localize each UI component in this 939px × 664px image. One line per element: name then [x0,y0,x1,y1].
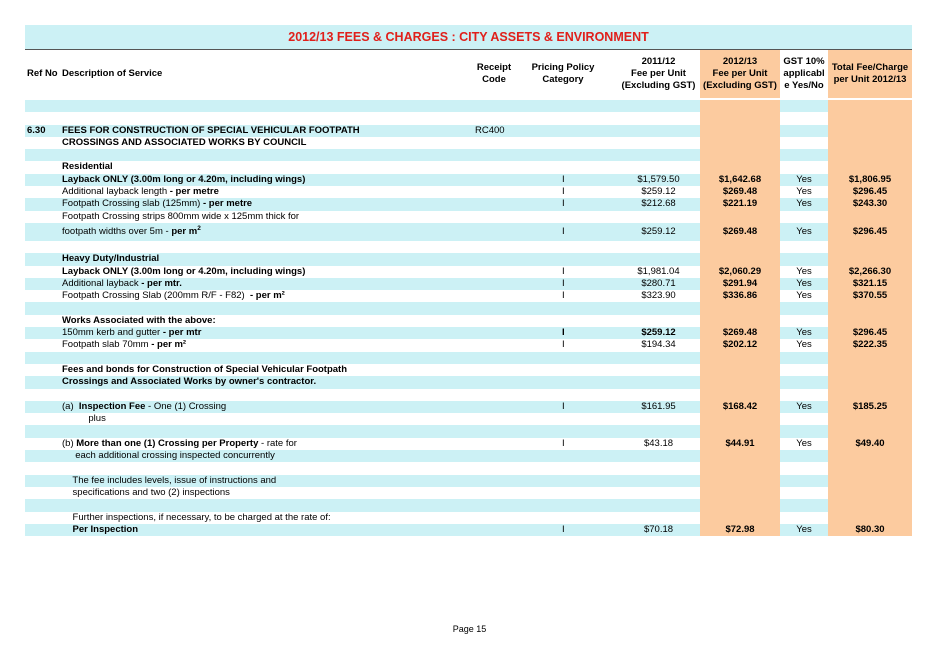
service-description: Crossings and Associated Works by owner's contractor. [62,376,317,388]
service-description: Fees and bonds for Construction of Special Vehicular Footpath [62,363,348,375]
table-row [25,186,912,198]
table-row [25,161,912,173]
pricing-category: I [562,186,565,198]
total-fee: $222.35 [852,339,888,351]
fee-2011: $259.12 [641,327,676,339]
service-description: Footpath slab 70mm - per m² [62,339,187,351]
table-row [25,241,912,253]
table-row [25,487,912,499]
fees-sheet [25,25,912,536]
header-gst: GST 10% applicabl e Yes/No [783,56,825,91]
table-row [25,211,912,223]
header-total: Total Fee/Charge per Unit 2012/13 [828,50,912,98]
ref-number: 6.30 [27,124,46,136]
total-fee: $321.15 [852,277,888,289]
table-row [25,125,912,137]
gst-applicable: Yes [796,277,812,289]
table-row [25,512,912,524]
gst-applicable: Yes [796,437,812,449]
table-row [25,315,912,327]
gst-applicable: Yes [796,327,812,339]
pricing-category: I [562,437,565,449]
total-fee: $80.30 [855,523,885,535]
table-row [25,302,912,314]
fee-2011: $1,981.04 [637,265,680,277]
pricing-category: I [562,327,565,339]
fee-2011: $194.34 [641,339,676,351]
header-fee-2011: 2011/12 Fee per Unit (Excluding GST) [621,56,696,91]
fee-2011: $161.95 [641,400,676,412]
fee-2011: $1,579.50 [637,173,680,185]
table-row [25,100,912,112]
table-row [25,401,912,413]
service-description: Layback ONLY (3.00m long or 4.20m, including wings) [62,265,306,277]
table-row [25,389,912,401]
total-fee: $185.25 [852,400,888,412]
table-row [25,223,912,241]
page-number: Page 15 [452,624,487,634]
fee-2011: $212.68 [641,198,676,210]
service-description: (a) Inspection Fee - One (1) Crossing [62,400,227,412]
service-description: Footpath Crossing slab (125mm) - per metre [62,198,253,210]
table-header [25,50,912,98]
table-row [25,475,912,487]
header-fee-2012: 2012/13 Fee per Unit (Excluding GST) [700,50,780,98]
fee-2012: $291.94 [722,277,758,289]
table-row [25,524,912,536]
fee-2012: $269.48 [722,186,758,198]
fee-2011: $70.18 [643,523,674,535]
service-description: footpath widths over 5m - per $m^2$ [62,224,201,237]
fee-2011: $43.18 [643,437,674,449]
pricing-category: I [562,198,565,210]
total-fee: $296.45 [852,225,888,237]
table-row [25,462,912,474]
table-row [25,137,912,149]
pricing-category: I [562,339,565,351]
service-description: CROSSINGS AND ASSOCIATED WORKS BY COUNCIL [62,136,307,148]
fee-2012: $1,642.68 [718,173,762,185]
fee-2012: $269.48 [722,327,758,339]
total-fee: $49.40 [855,437,885,449]
table-row [25,278,912,290]
gst-applicable: Yes [796,290,812,302]
header-pricing-policy: Pricing Policy Category [531,62,595,85]
gst-applicable: Yes [796,173,812,185]
fee-2012: $72.98 [725,523,755,535]
service-description: Additional layback length - per metre [62,186,219,198]
service-description: Further inspections, if necessary, to be charged at the rate of: [62,511,331,523]
gst-applicable: Yes [796,339,812,351]
table-row [25,376,912,388]
pricing-category: I [562,400,565,412]
fee-2011: $280.71 [641,277,676,289]
receipt-code: RC400 [475,124,505,136]
pricing-category: I [562,225,565,237]
total-fee: $296.45 [852,327,888,339]
gst-applicable: Yes [796,225,812,237]
fee-2012: $336.86 [722,290,758,302]
total-fee: $243.30 [852,198,888,210]
total-fee: $1,806.95 [848,173,892,185]
table-row [25,327,912,339]
gst-applicable: Yes [796,198,812,210]
fee-2012: $44.91 [725,437,755,449]
total-fee: $296.45 [852,186,888,198]
table-row [25,364,912,376]
table-row [25,266,912,278]
table-row [25,413,912,425]
service-description: Additional layback - per mtr. [62,277,182,289]
service-description: Footpath Crossing Slab (200mm R/F - F82) - per m² [62,290,285,302]
gst-applicable: Yes [796,265,812,277]
fee-2011: $259.12 [641,225,676,237]
fee-2011: $323.90 [641,290,676,302]
service-description: 150mm kerb and gutter - per mtr [62,327,202,339]
table-row [25,450,912,462]
table-row [25,339,912,351]
table-body [25,100,912,536]
fee-2012: $168.42 [722,400,758,412]
table-row [25,112,912,124]
service-description: plus [62,413,106,425]
gst-applicable: Yes [796,400,812,412]
gst-applicable: Yes [796,186,812,198]
table-row [25,499,912,511]
fee-2012: $2,060.29 [718,265,762,277]
pricing-category: I [562,173,565,185]
table-row [25,425,912,437]
fee-2012: $221.19 [722,198,758,210]
service-description: each additional crossing inspected concurrently [62,450,275,462]
service-description: specifications and two (2) inspections [62,486,230,498]
page-title [25,25,912,50]
service-description: Footpath Crossing strips 800mm wide x 125mm thick for [62,210,300,222]
pricing-category: I [562,523,565,535]
header-ref-no: Ref No [27,68,58,79]
service-description: Layback ONLY (3.00m long or 4.20m, including wings) [62,173,306,185]
service-description: Heavy Duty/Industrial [62,253,160,265]
table-row [25,290,912,302]
fee-2011: $259.12 [641,186,676,198]
table-row [25,438,912,450]
service-description: Per Inspection [62,523,139,535]
table-row [25,198,912,210]
total-fee: $370.55 [852,290,888,302]
pricing-category: I [562,290,565,302]
header-receipt-code: Receipt Code [476,62,512,85]
total-fee: $2,266.30 [848,265,892,277]
table-row [25,149,912,161]
pricing-category: I [562,277,565,289]
table-row [25,253,912,265]
service-description: (b) More than one (1) Crossing per Property - rate for [62,437,297,449]
service-description: The fee includes levels, issue of instructions and [62,474,277,486]
service-description: Residential [62,161,113,173]
gst-applicable: Yes [796,523,812,535]
header-description: Description of Service [62,68,163,79]
fee-2012: $202.12 [722,339,758,351]
service-description: FEES FOR CONSTRUCTION OF SPECIAL VEHICULAR FOOTPATH [62,124,360,136]
table-row [25,174,912,186]
table-row [25,352,912,364]
page-title-text: 2012/13 FEES & CHARGES : CITY ASSETS & ENVIRONMENT [288,30,649,44]
fee-2012: $269.48 [722,225,758,237]
pricing-category: I [562,265,565,277]
service-description: Works Associated with the above: [62,314,216,326]
